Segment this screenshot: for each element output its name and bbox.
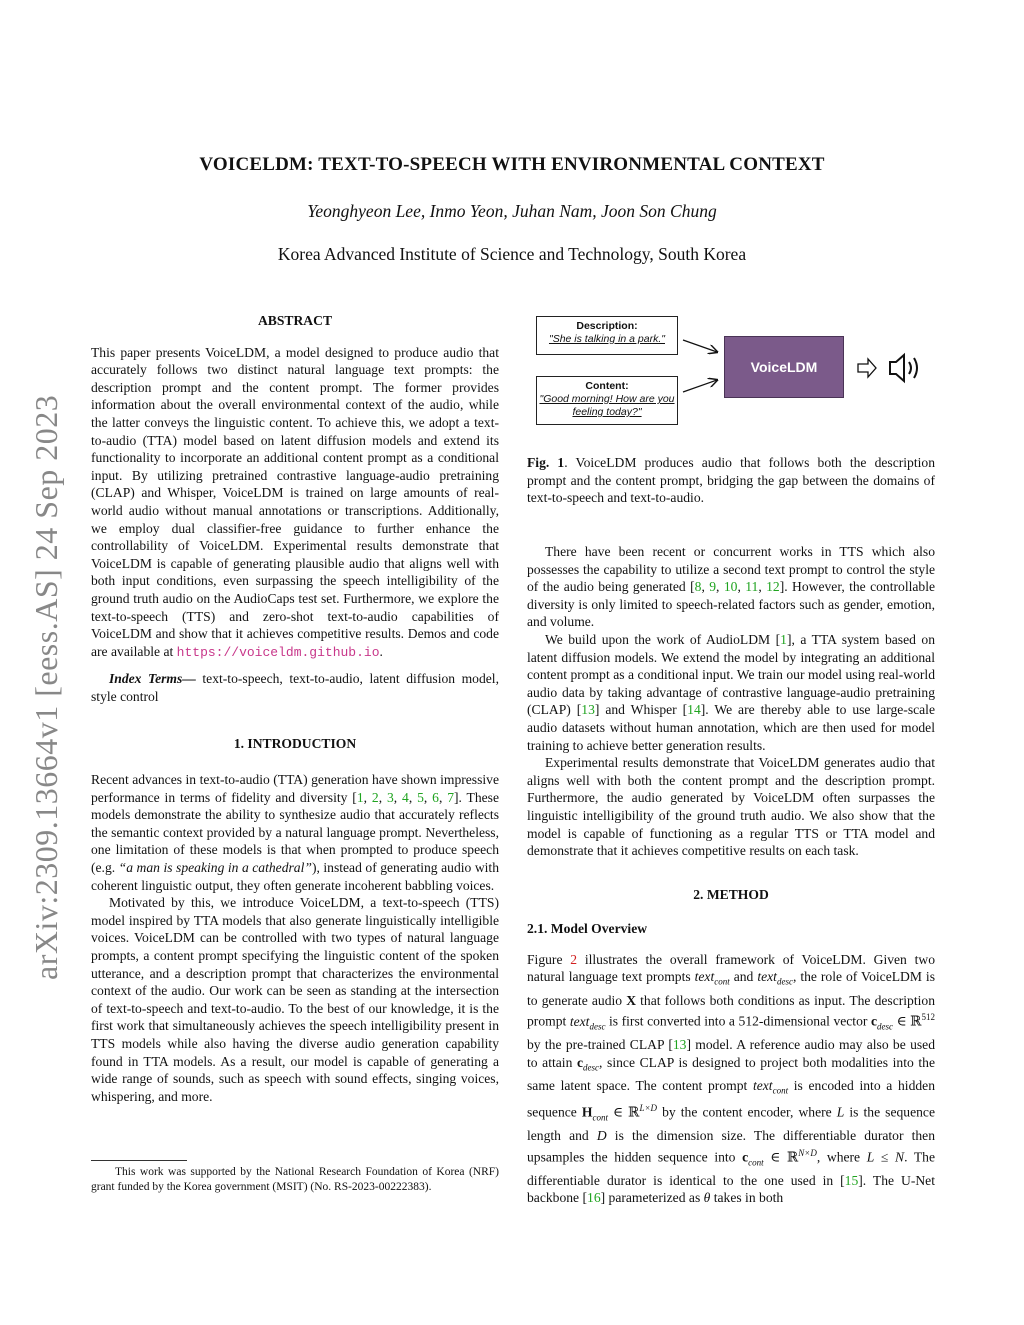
cite[interactable]: 12 xyxy=(766,579,780,595)
cite[interactable]: 4 xyxy=(402,789,409,805)
cite[interactable]: 16 xyxy=(587,1190,601,1206)
arrow-content xyxy=(683,380,717,392)
abstract-body: This paper presents VoiceLDM, a model designed to produce audio that accurately follows two distinct natural language text prompts: the description prompt and the content prompt. The former provides information about the overall environmental context of the audio, while the latter conveys the linguistic content. To achieve this, we adopt a text-to-audio (TTA) model based on latent diffusion models and extend its functionality to incorporate an additional content prompt as a conditional input. By utilizing pretrained contrastive language-audio pretraining (CLAP) and Whisper, VoiceLDM is trained on large amounts of real-world audio without manual annotations or transcriptions. Additionally, we employ dual classifier-free guidance to further enhance the controllability of VoiceLDM. Experimental results demonstrate that VoiceLDM is capable of generating plausible audio that aligns well with both input conditions, even surpassing the speech intelligibility of the ground truth audio on the AudioCaps test set. Furthermore, we explore the text-to-speech (TTS) and zero-shot text-to-audio capabilities of VoiceLDM and show that it achieves competitive results. Demos and code are available at https://voiceldm.github.io. xyxy=(91,344,499,660)
content-prompt-box: Content: "Good morning! How are you feeling today?" xyxy=(536,376,678,425)
right-paragraph-3: Experimental results demonstrate that VoiceLDM generates audio that aligns well with both the content prompt and the description prompt. Furthermore, the audio generated by VoiceLDM often surpasses the linguistic intelligibility of the ground truth audio. We also show that the model is capable of functioning as a regular TTS or TTA model and demonstrate that it achieves competitive results on each task. xyxy=(527,755,935,859)
abstract-heading: ABSTRACT xyxy=(257,313,333,328)
cite[interactable]: 14 xyxy=(687,702,701,718)
figure-1-caption: Fig. 1. VoiceLDM produces audio that follows both the description prompt and the content prompt, bridging the gap between the domains of text-to-speech and text-to-audio. xyxy=(527,455,935,506)
intro-paragraph-1: Recent advances in text-to-audio (TTA) generation have shown impressive performance in terms of fidelity and diversity [1, 2, 3, 4, 5, 6, 7]. These models demonstrate the ability to synthesize audio that accurately reflects the semantic context provided by a natural language prompt. Nevertheless, one limitation of these models is that when prompted to produce speech (e.g. “a man is speaking in a cathedral”), instead of generating audio with coherent linguistic output, they often generate incoherent babbling voices. xyxy=(91,772,500,893)
cite[interactable]: 5 xyxy=(417,789,424,805)
cite[interactable]: 8 xyxy=(694,579,702,595)
method-paragraph: Figure 2 illustrates the overall framework of VoiceLDM. Given two natural language text prompts text$_{cont}$ and text$_{desc}$, the role of VoiceLDM is to generate audio X that follows both conditions as input. The description prompt text$_{desc}$ is first converted into a 512-dimensional vector $c_{desc}$ ∈ ℝ$^{512}$ by the pre-trained CLAP [13] model. A reference audio may also be used to attain $c_{desc}$, since CLAP is designed to project both modalities into the same latent space. The content prompt text$_{cont}$ is encoded into a hidden sequence $H_{cont}$ ∈ ℝ$^{L\times D}$ by the content encoder, where L is the sequence length and D is the dimension size. The differentiable durator then upsamples the hidden sequence into $c_{cont}$ ∈ ℝ$^{N\times D}$, where L ≤ N. The differentiable durator is identical to the one used in [15]. The U-Net backbone [16] parameterized as θ takes in both xyxy=(527,951,936,1206)
footnote-rule xyxy=(91,1160,187,1161)
cite[interactable]: 13 xyxy=(581,702,595,718)
index-terms: Index Terms— text-to-speech, text-to-audio, latent diffusion model, style control xyxy=(91,671,499,704)
authors: Yeonghyeon Lee, Inmo Yeon, Juhan Nam, Joon Son Chung xyxy=(307,201,717,221)
figure-ref[interactable]: 2 xyxy=(570,951,578,967)
model-overview-heading: 2.1. Model Overview xyxy=(527,921,648,937)
voiceldm-model-box: VoiceLDM xyxy=(724,336,844,398)
speaker-icon xyxy=(890,355,904,381)
figure-1 xyxy=(527,310,935,440)
cite[interactable]: 2 xyxy=(371,789,379,805)
sound-wave-icon xyxy=(914,358,917,378)
intro-heading: 1. INTRODUCTION xyxy=(233,736,357,752)
cite[interactable]: 10 xyxy=(723,579,738,595)
right-column-text xyxy=(527,543,935,1207)
cite[interactable]: 6 xyxy=(432,789,439,805)
intro-paragraph-2: Motivated by this, we introduce VoiceLDM, a text-to-speech (TTS) model inspired by TTA models that also generate linguistically intelligible voices. VoiceLDM can be controlled with two types of natural language prompts, a content prompt specifying the linguistic content of the spoken utterance, and a description prompt that characterizes the environmental context of the audio. Our work can be seen as standing at the intersection of text-to-speech and text-to-audio. To the best of our knowledge, it is the first work that simultaneously achieves the speech intelligibility present in TTS models while also having the diverse audio generation capability found in TTA models. As a result, our model is capable of generating a wide range of sounds, such as speech with sound effects, singing voices, whispering, and more. xyxy=(91,895,499,1104)
demo-link[interactable]: https://voiceldm.github.io xyxy=(176,644,380,660)
audio-output xyxy=(854,350,934,386)
cite[interactable]: 1 xyxy=(780,631,787,647)
abstract-section xyxy=(91,312,499,1105)
arrow-description xyxy=(683,340,717,352)
cite[interactable]: 13 xyxy=(672,1037,687,1053)
arxiv-identifier: arXiv:2309.13664v1 [eess.AS] 24 Sep 2023 xyxy=(28,394,64,980)
output-arrow-icon xyxy=(858,359,876,377)
sound-wave-icon xyxy=(909,362,911,374)
cite[interactable]: 9 xyxy=(709,579,717,595)
method-heading: 2. METHOD xyxy=(693,886,769,902)
description-prompt-box: Description: "She is talking in a park." xyxy=(536,316,678,355)
input-arrows xyxy=(677,330,725,402)
cite[interactable]: 3 xyxy=(386,789,394,805)
paper-title: VOICELDM: TEXT-TO-SPEECH WITH ENVIRONMENTAL CONTEXT xyxy=(199,154,825,175)
cite[interactable]: 1 xyxy=(356,789,364,805)
affiliation: Korea Advanced Institute of Science and Technology, South Korea xyxy=(277,244,747,264)
cite[interactable]: 7 xyxy=(447,789,454,805)
cite[interactable]: 11 xyxy=(745,579,759,595)
footnote: This work was supported by the National Research Foundation of Korea (NRF) grant funded by the Korea government (MSIT) (No. RS-2023-00222383). xyxy=(91,1166,499,1193)
right-paragraph-1: There have been recent or concurrent works in TTS which also possesses the capability to utilize a second text prompt to control the style of the audio being generated [8, 9, 10, 11, 12]. However, the controllable diversity is only limited to speech-related factors such as gender, emotion, and volume. xyxy=(527,544,936,630)
cite[interactable]: 15 xyxy=(844,1172,859,1188)
right-paragraph-2: We build upon the work of AudioLDM [1], a TTA system based on latent diffusion models. We extend the model by integrating an additional content prompt as a conditional input. We train our model using real-world audio data by taking advantage of contrastive language-audio pretraining (CLAP) [13] and Whisper [14]. We are thereby able to use large-scale audio datasets without human annotation, which are then used for model training to achieve better generation results. xyxy=(527,631,935,753)
